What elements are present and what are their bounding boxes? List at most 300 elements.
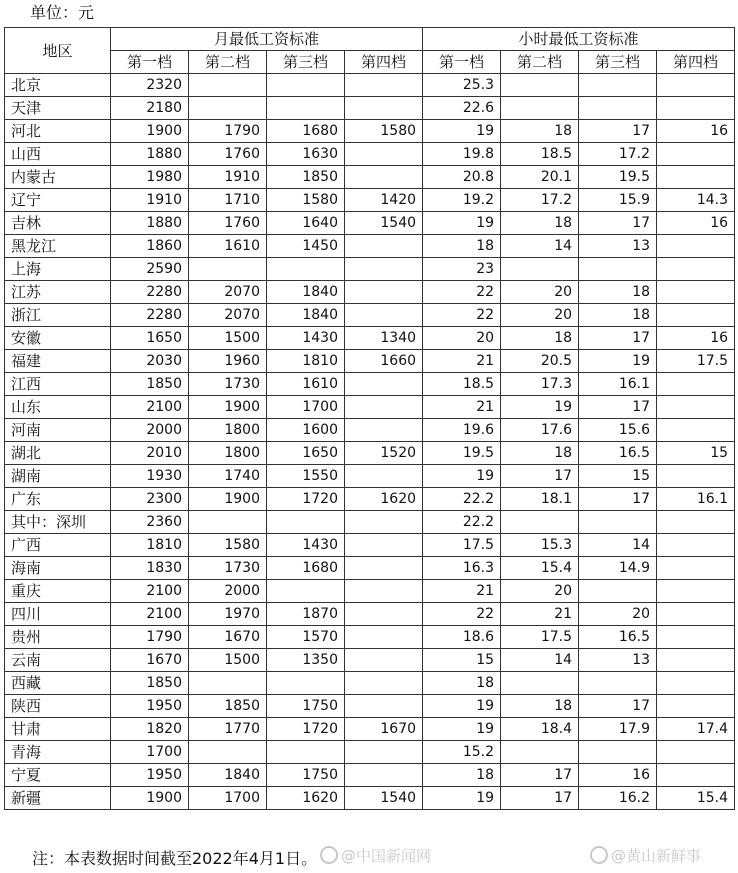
monthly-wage-cell: 1910 [111,189,189,212]
monthly-wage-cell: 1540 [345,212,423,235]
hourly-wage-cell [579,97,657,120]
region-cell: 江西 [5,373,111,396]
monthly-wage-cell: 1730 [189,373,267,396]
hourly-wage-cell: 21 [423,580,501,603]
hourly-wage-cell: 22.2 [423,511,501,534]
hourly-wage-cell: 17.6 [501,419,579,442]
monthly-wage-cell [345,258,423,281]
hourly-wage-cell: 18.1 [501,488,579,511]
monthly-wage-cell: 1650 [111,327,189,350]
hourly-wage-cell: 17.9 [579,718,657,741]
monthly-wage-cell: 1540 [345,787,423,810]
region-cell: 山东 [5,396,111,419]
region-header: 地区 [5,28,111,74]
monthly-wage-cell [345,626,423,649]
monthly-wage-cell: 1800 [189,419,267,442]
hourly-wage-cell [657,235,735,258]
hourly-wage-cell: 19 [423,695,501,718]
monthly-wage-cell [267,672,345,695]
hourly-wage-cell: 18.5 [501,143,579,166]
table-row [5,511,735,534]
monthly-wage-cell: 1810 [111,534,189,557]
table-row [5,787,735,810]
hourly-wage-cell: 16.3 [423,557,501,580]
table-row [5,442,735,465]
monthly-tier-2: 第二档 [189,51,267,74]
table-row [5,557,735,580]
monthly-wage-cell: 1900 [189,488,267,511]
monthly-wage-cell: 1760 [189,143,267,166]
monthly-wage-cell: 1900 [111,787,189,810]
hourly-wage-cell: 22 [423,304,501,327]
table-row [5,580,735,603]
table-row [5,189,735,212]
hourly-wage-cell [657,741,735,764]
monthly-wage-cell [267,580,345,603]
hourly-wage-cell: 16 [579,764,657,787]
hourly-wage-cell: 17 [579,120,657,143]
monthly-wage-cell: 1650 [267,442,345,465]
hourly-tier-1: 第一档 [423,51,501,74]
hourly-wage-cell: 17 [501,465,579,488]
monthly-wage-cell: 1860 [111,235,189,258]
hourly-wage-cell [501,672,579,695]
hourly-wage-cell: 23 [423,258,501,281]
region-cell: 天津 [5,97,111,120]
monthly-wage-cell: 1950 [111,695,189,718]
hourly-wage-cell [657,396,735,419]
hourly-wage-cell: 15.4 [501,557,579,580]
region-cell: 湖南 [5,465,111,488]
hourly-wage-cell: 14 [501,235,579,258]
hourly-wage-cell: 19.5 [423,442,501,465]
monthly-wage-cell: 1850 [267,166,345,189]
hourly-wage-cell: 17.3 [501,373,579,396]
hourly-wage-cell [501,741,579,764]
region-cell: 西藏 [5,672,111,695]
hourly-wage-cell: 22 [423,281,501,304]
region-cell: 贵州 [5,626,111,649]
monthly-wage-cell [189,258,267,281]
region-cell: 重庆 [5,580,111,603]
monthly-wage-cell [345,74,423,97]
hourly-wage-cell: 17.4 [657,718,735,741]
monthly-wage-cell: 1710 [189,189,267,212]
hourly-wage-cell: 18 [501,442,579,465]
hourly-wage-cell: 14 [579,534,657,557]
hourly-wage-cell: 14.3 [657,189,735,212]
monthly-wage-cell: 2280 [111,304,189,327]
monthly-wage-cell: 1570 [267,626,345,649]
hourly-wage-cell: 16.5 [579,626,657,649]
monthly-wage-cell: 1630 [267,143,345,166]
hourly-wage-cell [657,580,735,603]
hourly-wage-cell [657,626,735,649]
monthly-wage-cell: 1870 [267,603,345,626]
hourly-wage-cell [657,281,735,304]
monthly-wage-cell: 1700 [267,396,345,419]
monthly-wage-cell: 1350 [267,649,345,672]
region-cell: 山西 [5,143,111,166]
monthly-wage-cell: 1430 [267,534,345,557]
monthly-wage-cell [345,97,423,120]
table-row [5,373,735,396]
hourly-wage-cell: 19 [423,212,501,235]
monthly-wage-cell: 2280 [111,281,189,304]
hourly-wage-cell [657,166,735,189]
hourly-tier-2: 第二档 [501,51,579,74]
monthly-wage-cell: 1580 [345,120,423,143]
monthly-wage-cell: 1820 [111,718,189,741]
monthly-wage-cell: 1750 [267,764,345,787]
monthly-wage-cell [189,74,267,97]
hourly-wage-cell: 15.2 [423,741,501,764]
table-row [5,212,735,235]
monthly-wage-cell: 1610 [189,235,267,258]
hourly-wage-cell: 18 [423,672,501,695]
hourly-wage-cell: 18.4 [501,718,579,741]
hourly-wage-cell [579,74,657,97]
hourly-tier-4: 第四档 [657,51,735,74]
region-cell: 北京 [5,74,111,97]
hourly-wage-cell: 19 [423,718,501,741]
region-cell: 吉林 [5,212,111,235]
monthly-tier-3: 第三档 [267,51,345,74]
monthly-wage-cell [267,258,345,281]
region-cell: 辽宁 [5,189,111,212]
monthly-wage-cell: 2000 [111,419,189,442]
hourly-wage-cell: 18 [501,212,579,235]
monthly-wage-cell: 1600 [267,419,345,442]
monthly-wage-cell: 1620 [267,787,345,810]
monthly-wage-cell: 2030 [111,350,189,373]
table-row [5,695,735,718]
table-row [5,281,735,304]
hourly-wage-cell [657,695,735,718]
region-cell: 浙江 [5,304,111,327]
table-row [5,603,735,626]
hourly-wage-cell: 17 [579,695,657,718]
table-row [5,74,735,97]
minimum-wage-table [4,27,735,810]
table-row [5,396,735,419]
monthly-wage-cell: 2100 [111,580,189,603]
monthly-wage-cell: 1840 [267,304,345,327]
hourly-wage-cell: 20 [501,304,579,327]
hourly-wage-cell: 17.5 [423,534,501,557]
monthly-wage-cell [267,741,345,764]
monthly-wage-cell [345,235,423,258]
table-row [5,488,735,511]
monthly-wage-cell: 1810 [267,350,345,373]
hourly-wage-cell: 18 [423,235,501,258]
monthly-wage-cell: 1640 [267,212,345,235]
monthly-wage-cell [345,580,423,603]
table-row [5,120,735,143]
monthly-wage-cell [345,557,423,580]
table-row [5,235,735,258]
region-cell: 福建 [5,350,111,373]
monthly-wage-cell: 1550 [267,465,345,488]
monthly-wage-cell [345,695,423,718]
hourly-wage-cell: 19 [423,465,501,488]
hourly-wage-cell [657,672,735,695]
hourly-wage-cell: 15.9 [579,189,657,212]
hourly-wage-cell: 17 [579,212,657,235]
hourly-wage-cell: 19 [423,120,501,143]
hourly-wage-cell: 21 [423,350,501,373]
hourly-wage-cell: 19 [501,396,579,419]
monthly-wage-cell: 2360 [111,511,189,534]
hourly-wage-cell: 19 [579,350,657,373]
hourly-wage-cell: 18 [579,304,657,327]
hourly-wage-cell: 16.1 [657,488,735,511]
hourly-wage-cell: 17 [501,764,579,787]
weibo-icon [320,846,338,864]
table-row [5,672,735,695]
region-cell: 陕西 [5,695,111,718]
monthly-wage-cell: 2000 [189,580,267,603]
region-cell: 海南 [5,557,111,580]
monthly-wage-cell: 1700 [111,741,189,764]
hourly-wage-cell [657,74,735,97]
hourly-wage-cell: 20.5 [501,350,579,373]
hourly-wage-cell: 20 [423,327,501,350]
table-row [5,718,735,741]
hourly-wage-cell [657,143,735,166]
monthly-wage-cell: 1960 [189,350,267,373]
region-cell: 湖北 [5,442,111,465]
monthly-wage-cell [345,672,423,695]
hourly-wage-cell [657,534,735,557]
hourly-wage-cell: 19.6 [423,419,501,442]
hourly-wage-cell: 15.3 [501,534,579,557]
hourly-wage-cell: 15 [423,649,501,672]
hourly-wage-cell: 15.6 [579,419,657,442]
monthly-wage-cell [345,166,423,189]
monthly-wage-cell: 2320 [111,74,189,97]
hourly-wage-cell [579,741,657,764]
monthly-wage-cell: 1850 [189,695,267,718]
hourly-wage-cell [657,419,735,442]
monthly-wage-cell: 1930 [111,465,189,488]
hourly-wage-cell: 17.5 [657,350,735,373]
hourly-wage-cell [657,465,735,488]
monthly-wage-cell: 1880 [111,143,189,166]
table-row [5,764,735,787]
monthly-wage-cell: 1740 [189,465,267,488]
hourly-wage-cell: 18 [579,281,657,304]
hourly-wage-cell: 14.9 [579,557,657,580]
monthly-wage-cell: 2070 [189,304,267,327]
hourly-wage-cell: 16.2 [579,787,657,810]
hourly-wage-cell: 19.8 [423,143,501,166]
region-cell: 广东 [5,488,111,511]
hourly-wage-cell [501,511,579,534]
region-cell: 四川 [5,603,111,626]
hourly-wage-cell: 17 [579,327,657,350]
monthly-wage-cell: 1680 [267,557,345,580]
monthly-wage-cell: 1670 [345,718,423,741]
monthly-wage-cell [345,511,423,534]
region-cell: 广西 [5,534,111,557]
monthly-wage-cell: 1580 [267,189,345,212]
monthly-wage-cell [345,396,423,419]
hourly-wage-cell: 22.2 [423,488,501,511]
hourly-wage-cell: 14 [501,649,579,672]
hourly-wage-cell [501,74,579,97]
monthly-wage-cell: 1720 [267,718,345,741]
monthly-wage-cell [267,97,345,120]
monthly-wage-cell [345,603,423,626]
region-cell: 甘肃 [5,718,111,741]
hourly-wage-cell: 19.2 [423,189,501,212]
hourly-wage-cell [657,511,735,534]
monthly-wage-cell: 2070 [189,281,267,304]
monthly-header: 月最低工资标准 [111,28,423,51]
monthly-wage-cell [345,373,423,396]
hourly-wage-cell: 17 [579,396,657,419]
monthly-wage-cell: 1840 [189,764,267,787]
monthly-wage-cell: 1760 [189,212,267,235]
monthly-wage-cell: 1660 [345,350,423,373]
region-cell: 江苏 [5,281,111,304]
hourly-wage-cell: 16.1 [579,373,657,396]
hourly-wage-cell: 17.2 [579,143,657,166]
monthly-wage-cell [267,74,345,97]
monthly-wage-cell: 1450 [267,235,345,258]
monthly-wage-cell: 2010 [111,442,189,465]
table-body [5,74,735,810]
hourly-wage-cell: 18.6 [423,626,501,649]
monthly-wage-cell [345,304,423,327]
watermark-text: @黄山新鲜事 [611,847,702,865]
monthly-wage-cell: 1950 [111,764,189,787]
table-row [5,258,735,281]
hourly-wage-cell: 25.3 [423,74,501,97]
region-cell: 云南 [5,649,111,672]
watermark-text: @中国新闻网 [341,847,432,865]
hourly-wage-cell: 21 [501,603,579,626]
hourly-wage-cell [579,511,657,534]
table-row [5,350,735,373]
monthly-wage-cell: 1580 [189,534,267,557]
hourly-wage-cell: 17 [501,787,579,810]
hourly-wage-cell [579,672,657,695]
monthly-wage-cell: 2100 [111,603,189,626]
monthly-wage-cell: 1880 [111,212,189,235]
table-row [5,741,735,764]
monthly-wage-cell: 1850 [111,672,189,695]
monthly-wage-cell: 1900 [111,120,189,143]
region-cell: 河北 [5,120,111,143]
hourly-wage-cell: 20 [501,281,579,304]
monthly-wage-cell [345,281,423,304]
region-cell: 上海 [5,258,111,281]
hourly-wage-cell: 16.5 [579,442,657,465]
monthly-wage-cell [345,419,423,442]
table-row [5,304,735,327]
hourly-header: 小时最低工资标准 [423,28,735,51]
table-row [5,534,735,557]
monthly-wage-cell: 1910 [189,166,267,189]
monthly-wage-cell [345,649,423,672]
hourly-wage-cell: 20 [579,603,657,626]
watermark-chinanews [320,845,431,867]
monthly-wage-cell [345,741,423,764]
weibo-icon [590,846,608,864]
monthly-wage-cell: 1500 [189,327,267,350]
hourly-wage-cell: 18 [501,120,579,143]
hourly-wage-cell: 20 [501,580,579,603]
monthly-wage-cell [267,511,345,534]
hourly-wage-cell: 22 [423,603,501,626]
table-row [5,327,735,350]
region-cell: 内蒙古 [5,166,111,189]
table-row [5,97,735,120]
monthly-wage-cell: 1680 [267,120,345,143]
monthly-wage-cell: 1730 [189,557,267,580]
unit-label: 单位：元 [30,3,95,22]
monthly-wage-cell [189,741,267,764]
monthly-wage-cell: 1770 [189,718,267,741]
monthly-wage-cell: 2300 [111,488,189,511]
hourly-wage-cell: 20.8 [423,166,501,189]
table-row [5,465,735,488]
monthly-wage-cell: 1620 [345,488,423,511]
monthly-wage-cell [189,511,267,534]
monthly-wage-cell: 1340 [345,327,423,350]
monthly-wage-cell: 1520 [345,442,423,465]
hourly-wage-cell [657,304,735,327]
hourly-wage-cell: 16 [657,212,735,235]
hourly-wage-cell: 15 [579,465,657,488]
monthly-wage-cell: 1830 [111,557,189,580]
hourly-wage-cell [579,258,657,281]
monthly-wage-cell [345,465,423,488]
monthly-wage-cell: 1670 [189,626,267,649]
monthly-wage-cell: 1840 [267,281,345,304]
hourly-wage-cell: 18 [501,695,579,718]
hourly-wage-cell: 17.5 [501,626,579,649]
table-row [5,143,735,166]
hourly-wage-cell: 18 [501,327,579,350]
hourly-wage-cell: 17.2 [501,189,579,212]
table-header [5,28,735,74]
monthly-wage-cell: 1610 [267,373,345,396]
monthly-wage-cell: 1430 [267,327,345,350]
monthly-wage-cell: 1800 [189,442,267,465]
monthly-wage-cell: 1750 [267,695,345,718]
region-cell: 宁夏 [5,764,111,787]
region-cell: 新疆 [5,787,111,810]
monthly-wage-cell: 2100 [111,396,189,419]
monthly-wage-cell: 1720 [267,488,345,511]
hourly-tier-3: 第三档 [579,51,657,74]
hourly-wage-cell: 16 [657,120,735,143]
hourly-wage-cell [657,97,735,120]
monthly-wage-cell: 1970 [189,603,267,626]
monthly-wage-cell: 1790 [111,626,189,649]
hourly-wage-cell: 22.6 [423,97,501,120]
monthly-wage-cell [345,534,423,557]
monthly-wage-cell: 1850 [111,373,189,396]
hourly-wage-cell [501,97,579,120]
watermark-huangshan [590,845,701,867]
hourly-wage-cell [657,764,735,787]
monthly-wage-cell [189,672,267,695]
monthly-wage-cell [345,764,423,787]
